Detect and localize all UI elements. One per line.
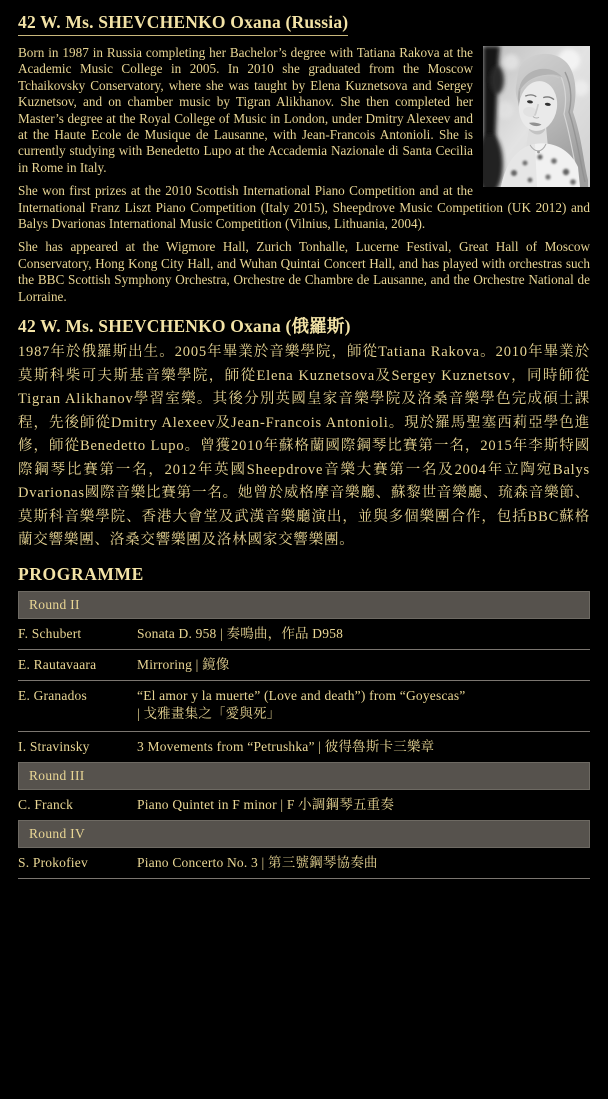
piece-title: Mirroring | 鏡像: [137, 656, 230, 672]
bio-english-paragraph-2: She won first prizes at the 2010 Scottish International Piano Competition and at the International Franz Liszt Piano Competition (Italy 2015), Sheepdrove Music Competition (UK 2012) and Balys Dvarionas International Music Competition (Vilnius, Lithuania, 2004).: [18, 183, 590, 232]
composer-name: C. Franck: [18, 796, 74, 812]
programme-row-prokofiev: [18, 848, 590, 879]
portrait-illustration: [483, 46, 590, 187]
composer-name: S. Prokofiev: [18, 854, 88, 870]
programme-row-schubert: [18, 619, 590, 650]
heading-english-wrap: [18, 10, 590, 36]
programme-heading: PROGRAMME: [18, 563, 144, 584]
piece-title: 3 Movements from “Petrushka” | 彼得魯斯卡三樂章: [137, 738, 435, 754]
piece-title-line-chinese: | 戈雅畫集之「愛與死」: [137, 706, 281, 722]
programme-table: [18, 591, 590, 879]
composer-name: F. Schubert: [18, 625, 82, 641]
biography-english: [18, 45, 590, 305]
programme-row-rautavaara: [18, 650, 590, 681]
bio-english-paragraph-3: She has appeared at the Wigmore Hall, Zurich Tonhalle, Lucerne Festival, Great Hall of Moscow Conservatory, Hong Kong City Hall, and Wuhan Quintai Concert Hall, and has played with orchestras such the BBC Scottish Symphony Orchestra, Orchestre de Chambre de Lausanne, and the Orchestre National de Lorraine.: [18, 239, 590, 304]
piece-title: Piano Concerto No. 3 | 第三號鋼琴協奏曲: [137, 854, 378, 870]
composer-name: E. Rautavaara: [18, 656, 97, 672]
piece-title: Sonata D. 958 | 奏鳴曲，作品 D958: [137, 625, 344, 641]
round-header-round-3: Round III: [18, 762, 590, 790]
competitor-title-english: 42 W. Ms. SHEVCHENKO Oxana (Russia): [18, 12, 348, 36]
programme-row-franck: [18, 790, 590, 820]
composer-name: E. Granados: [18, 687, 87, 703]
competitor-title-chinese: 42 W. Ms. SHEVCHENKO Oxana (俄羅斯): [18, 316, 351, 337]
programme-row-stravinsky: [18, 732, 590, 762]
biography-chinese: 1987年於俄羅斯出生。2005年畢業於音樂學院，師從Tatiana Rakova。2010年畢業於莫斯科柴可夫斯基音樂學院，師從Elena Kuznetsova及Sergey Kuznetsov，同時師從Tigran Alikhanov學習室樂。其後分別英國皇家音樂學院及洛桑音樂學色完成碩士課程，先後師從Dmitry Alexeev及Jean-Francois Antonioli。現於羅馬聖塞西莉亞學色進修，師從Benedetto Lupo。曾獲2010年蘇格蘭國際鋼琴比賽第一名，2015年李斯特國際鋼琴比賽第一名，2012年英國Sheepdrove音樂大賽第一名及2004年立陶宛Balys Dvarionas國際音樂比賽第一名。她曾於威格摩音樂廳、蘇黎世音樂廳、琉森音樂節、莫斯科音樂學院、香港大會堂及武漢音樂廳演出，並與多個樂團合作，包括BBC蘇格蘭交響樂團、洛桑交響樂團及洛林國家交響樂團。: [18, 344, 590, 549]
piece-title: [137, 687, 590, 724]
piece-title-line-english: “El amor y la muerte” (Love and death”) from “Goyescas”: [137, 687, 466, 703]
round-header-round-4: Round IV: [18, 820, 590, 848]
programme-row-granados: [18, 681, 590, 732]
piece-title: Piano Quintet in F minor | F 小調鋼琴五重奏: [137, 796, 395, 812]
round-header-round-2: Round II: [18, 591, 590, 619]
competitor-portrait-photo: [483, 46, 590, 187]
bio-english-paragraph-1: Born in 1987 in Russia completing her Bachelor’s degree with Tatiana Rakova at the Academic Music College in 2005. In 2010 she graduated from the Moscow Tchaikovsky Conservatory, where she was taught by Elena Kuznetsova and Sergey Kuznetsov, and on chamber music by Tigran Alikhanov. She then completed her Master’s degree at the Royal College of Music in London, under Dmitry Alexeev and at the Haute Ecole de Musique de Lausanne, with Jean-Francois Antonioli. She is currently studying with Benedetto Lupo at the Accademia Nazionale di Santa Cecilia in Rome in Italy.: [18, 45, 473, 175]
composer-name: I. Stravinsky: [18, 738, 90, 754]
